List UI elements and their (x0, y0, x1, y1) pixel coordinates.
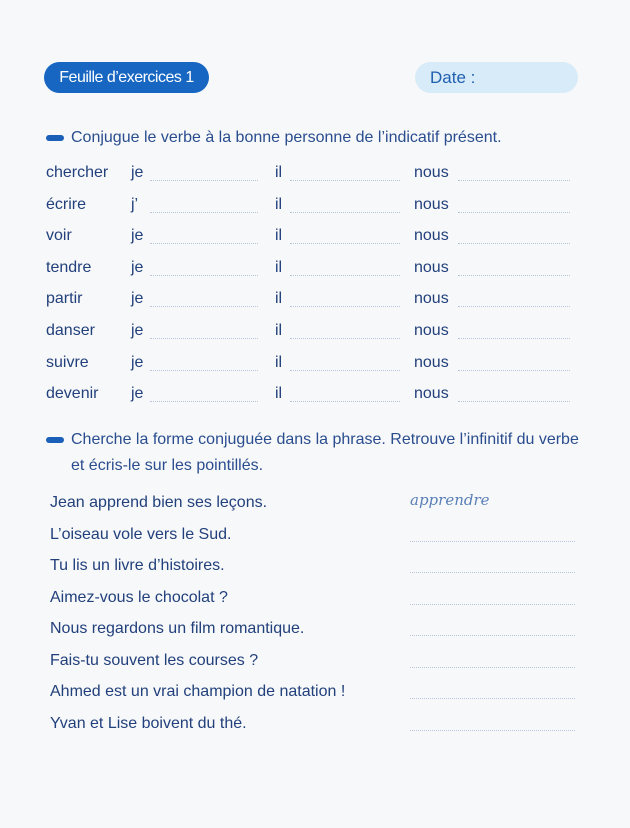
pronoun-nous: nous (414, 258, 449, 276)
pronoun-je: j’ (131, 195, 139, 213)
answer-line-il[interactable] (290, 306, 400, 307)
sentence-row (0, 523, 630, 555)
answer-line-je[interactable] (150, 243, 258, 244)
verb-infinitive: danser (46, 321, 95, 339)
bullet-dash-icon (46, 135, 64, 141)
sentence-text: Yvan et Lise boivent du thé. (50, 714, 247, 732)
verb-infinitive: chercher (46, 164, 109, 181)
answer-line-nous[interactable] (458, 275, 570, 276)
pronoun-je: je (131, 258, 144, 276)
answer-line-je[interactable] (150, 180, 258, 181)
instruction-text: Cherche la forme conjuguée dans la phrase. Retrouve l’infinitif du verbe et écris-le sur les pointillés. (71, 431, 579, 474)
conjugation-row (0, 255, 630, 287)
answer-line-nous[interactable] (458, 401, 570, 402)
pronoun-nous: nous (414, 385, 449, 403)
worksheet-title: Feuille d’exercices 1 (44, 62, 209, 93)
sentence-list (0, 491, 630, 743)
sentence-row (0, 554, 630, 586)
answer-line-je[interactable] (150, 338, 258, 339)
pronoun-je: je (131, 290, 144, 308)
answer-line-il[interactable] (290, 212, 400, 213)
pronoun-il: il (275, 258, 283, 276)
answer-line[interactable] (410, 730, 575, 731)
pronoun-je: je (131, 353, 144, 371)
verb-infinitive: tendre (46, 258, 92, 276)
pronoun-il: il (275, 385, 283, 403)
conjugation-row (0, 192, 630, 224)
conjugation-row (0, 286, 630, 318)
conjugation-row (0, 318, 630, 350)
answer-line-nous[interactable] (458, 243, 570, 244)
bullet-dash-icon (46, 437, 64, 443)
verb-infinitive: partir (46, 290, 83, 308)
answer-line-je[interactable] (150, 370, 258, 371)
conjugation-row (0, 350, 630, 382)
answer-line-nous[interactable] (458, 212, 570, 213)
answer-line-je[interactable] (150, 401, 258, 402)
sentence-row (0, 586, 630, 618)
answer-line[interactable] (410, 667, 575, 668)
answer-line-il[interactable] (290, 370, 400, 371)
pronoun-nous: nous (414, 290, 449, 308)
answer-line-il[interactable] (290, 338, 400, 339)
sentence-text: Fais-tu souvent les courses ? (50, 651, 259, 669)
answer-line[interactable] (410, 604, 575, 605)
sentence-text: Aimez-vous le chocolat ? (50, 588, 228, 606)
sentence-text: L’oiseau vole vers le Sud. (50, 525, 232, 543)
sentence-row (0, 491, 630, 523)
conjugation-table (0, 160, 630, 413)
pronoun-nous: nous (414, 195, 449, 213)
conjugation-row (0, 381, 630, 413)
pronoun-je: je (131, 385, 144, 403)
answer-line-il[interactable] (290, 401, 400, 402)
answer-line[interactable] (410, 541, 575, 542)
answer-line-il[interactable] (290, 243, 400, 244)
pronoun-nous: nous (414, 227, 449, 245)
exercise1-instruction (44, 125, 502, 151)
pronoun-nous: nous (414, 164, 449, 181)
handwritten-answer: apprendre (410, 491, 490, 509)
pronoun-je: je (131, 321, 144, 339)
answer-line-nous[interactable] (458, 370, 570, 371)
pronoun-je: je (131, 164, 144, 181)
conjugation-row (0, 160, 630, 192)
pronoun-je: je (131, 227, 144, 245)
instruction-text: Conjugue le verbe à la bonne personne de l’indicatif présent. (71, 129, 502, 146)
answer-line-je[interactable] (150, 275, 258, 276)
answer-line[interactable] (410, 635, 575, 636)
answer-line-je[interactable] (150, 212, 258, 213)
sentence-row (0, 617, 630, 649)
sentence-row (0, 680, 630, 712)
sentence-text: Jean apprend bien ses leçons. (50, 494, 268, 511)
pronoun-il: il (275, 164, 283, 181)
answer-line[interactable] (410, 698, 575, 699)
pronoun-il: il (275, 290, 283, 308)
conjugation-row (0, 223, 630, 255)
exercise2-instruction (44, 427, 591, 479)
answer-line-je[interactable] (150, 306, 258, 307)
verb-infinitive: suivre (46, 353, 89, 371)
pronoun-nous: nous (414, 321, 449, 339)
sentence-row (0, 649, 630, 681)
verb-infinitive: écrire (46, 195, 87, 213)
pronoun-nous: nous (414, 353, 449, 371)
answer-line-nous[interactable] (458, 306, 570, 307)
answer-line-nous[interactable] (458, 180, 570, 181)
answer-line-il[interactable] (290, 275, 400, 276)
verb-infinitive: devenir (46, 385, 99, 403)
pronoun-il: il (275, 195, 283, 213)
sentence-text: Ahmed est un vrai champion de natation ! (50, 683, 346, 700)
verb-infinitive: voir (46, 227, 72, 245)
sentence-text: Nous regardons un film romantique. (50, 620, 305, 637)
answer-line[interactable] (410, 572, 575, 573)
pronoun-il: il (275, 353, 283, 371)
date-field[interactable]: Date : (415, 62, 578, 93)
pronoun-il: il (275, 321, 283, 339)
answer-line-nous[interactable] (458, 338, 570, 339)
sentence-row (0, 712, 630, 744)
sentence-text: Tu lis un livre d’histoires. (50, 557, 225, 574)
answer-line-il[interactable] (290, 180, 400, 181)
pronoun-il: il (275, 227, 283, 245)
